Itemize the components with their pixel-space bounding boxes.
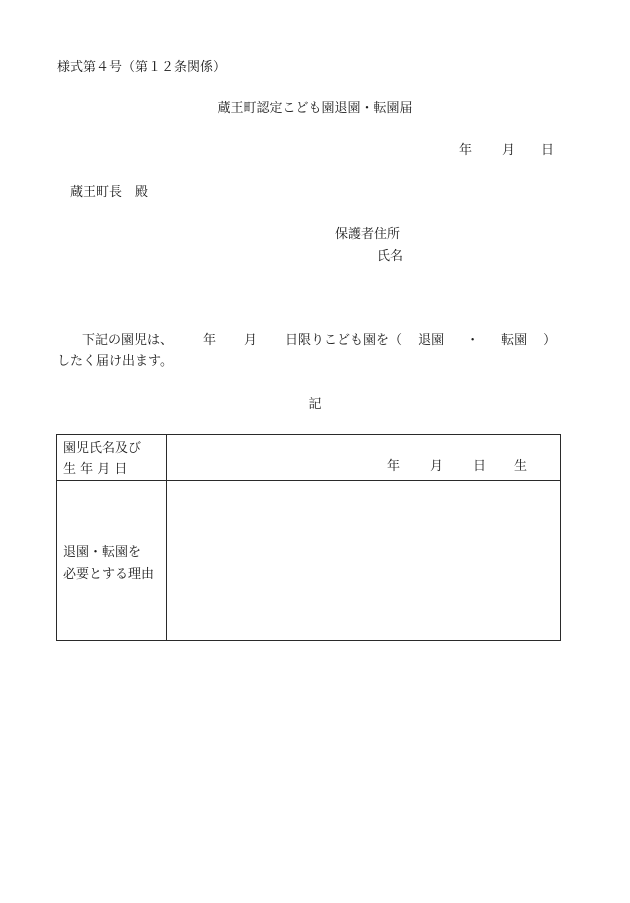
form-number: 様式第４号（第１２条関係） xyxy=(57,60,227,75)
statement-year-label: 年 xyxy=(203,333,217,348)
birth-month-label: 月 xyxy=(430,459,444,474)
date-month-label: 月 xyxy=(502,143,516,158)
child-name-label: 園児氏名及び xyxy=(63,441,142,456)
date-day-label: 日 xyxy=(541,143,555,158)
statement-line-2: したく届け出ます。 xyxy=(57,354,173,369)
option-transfer: 転園 xyxy=(501,333,528,348)
birth-year-label: 年 xyxy=(387,459,401,474)
statement-prefix: 下記の園児は、 xyxy=(82,333,174,348)
birth-suffix-label: 生 xyxy=(514,459,528,474)
table-row-reason xyxy=(57,481,561,641)
table-row-child-info xyxy=(57,435,561,481)
ki-heading: 記 xyxy=(308,397,322,412)
statement-month-label: 月 xyxy=(244,333,258,348)
date-year-label: 年 xyxy=(459,143,473,158)
document-title: 蔵王町認定こども園退園・転園届 xyxy=(217,101,413,116)
reason-label-cell xyxy=(57,481,167,641)
option-separator: ・ xyxy=(466,333,480,348)
guardian-address-label: 保護者住所 xyxy=(335,227,401,242)
birthdate-field xyxy=(387,459,527,475)
statement-day-suffix: 日限りこども園を（ xyxy=(285,333,403,348)
child-info-entry-cell[interactable] xyxy=(167,435,561,481)
statement-line-1 xyxy=(82,333,556,349)
reason-label-line-1: 退園・転園を xyxy=(63,545,142,560)
guardian-name-label: 氏名 xyxy=(377,249,404,264)
record-table xyxy=(56,434,561,641)
child-info-label-cell xyxy=(57,435,167,481)
statement-close-paren: ） xyxy=(543,333,557,348)
submission-date xyxy=(459,143,554,159)
addressee: 蔵王町長 殿 xyxy=(70,185,149,200)
birthdate-label: 生 年 月 日 xyxy=(63,462,128,477)
reason-entry-cell[interactable] xyxy=(167,481,561,641)
reason-label-line-2: 必要とする理由 xyxy=(63,567,155,582)
birth-day-label: 日 xyxy=(473,459,487,474)
option-withdrawal: 退園 xyxy=(418,333,445,348)
